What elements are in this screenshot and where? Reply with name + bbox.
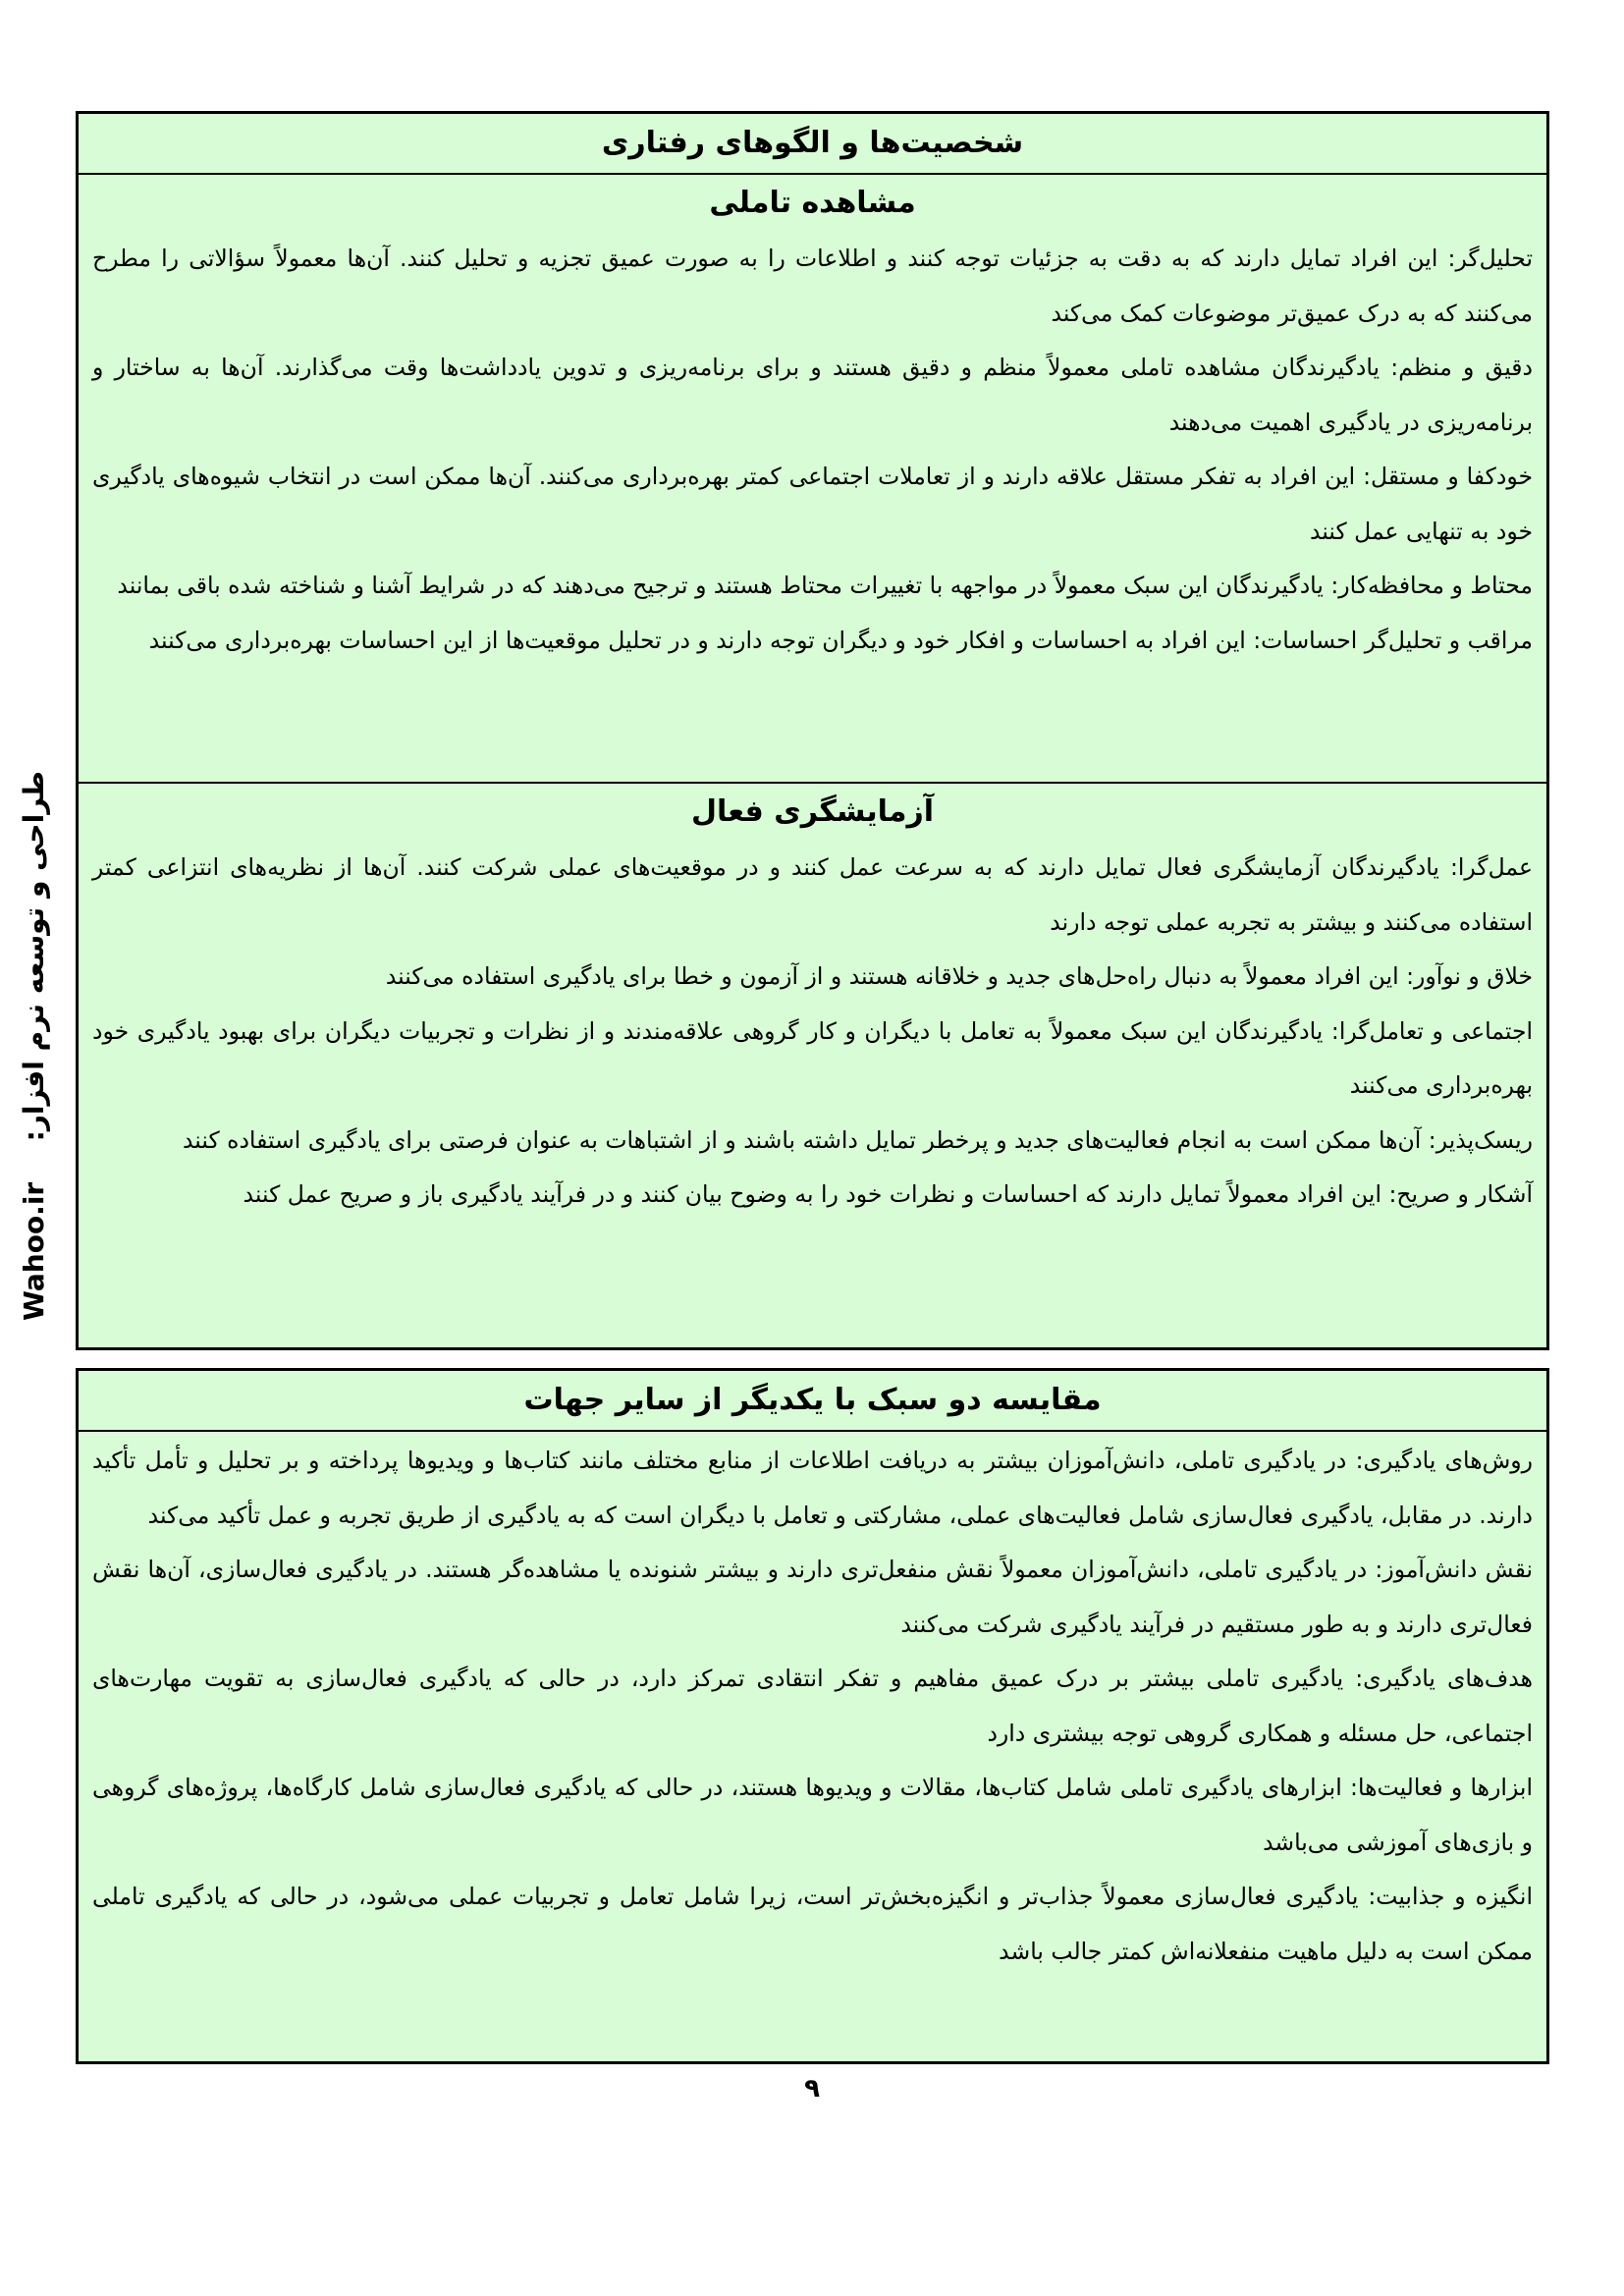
paragraph: اجتماعی و تعامل‌گرا: یادگیرندگان این سبک معمولاً به تعامل با دیگران و کار گروهی علاقه‌مندند و از نظرات و تجربیات دیگران برای بهبود یادگیری خود بهره‌برداری می‌کنند xyxy=(92,1016,1533,1099)
paragraph: خلاق و نوآور: این افراد معمولاً به دنبال راه‌حل‌های جدید و خلاقانه هستند و از آزمون و خطا برای یادگیری استفاده می‌کنند xyxy=(385,962,1533,990)
paragraph: عمل‌گرا: یادگیرندگان آزمایشگری فعال تمایل دارند که به سرعت عمل کنند و در موقعیت‌های عملی شرکت کنند. آن‌ها از نظریه‌های انتزاعی کمتر استفاده می‌کنند و بیشتر به تجربه عملی توجه دارند xyxy=(92,853,1533,936)
paragraph: نقش دانش‌آموز: در یادگیری تاملی، دانش‌آموزان معمولاً نقش منفعل‌تری دارند و بیشتر شنونده یا مشاهده‌گر هستند. در یادگیری فعال‌سازی، آن‌ها نقش فعال‌تری دارند و به طور مستقیم در فرآیند یادگیری شرکت می‌کنند xyxy=(92,1556,1533,1638)
side-watermark xyxy=(18,771,50,1321)
page-number: ۹ xyxy=(804,2074,820,2104)
paragraph: خودکفا و مستقل: این افراد به تفکر مستقل علاقه دارند و از تعاملات اجتماعی کمتر بهره‌برداری می‌کنند. آن‌ها ممکن است در انتخاب شیوه‌های یادگیری خود به تنهایی عمل کنند xyxy=(92,463,1533,545)
section-title: آزمایشگری فعال xyxy=(690,794,935,829)
section-reflective-observation xyxy=(79,175,1546,784)
paragraph: ابزارها و فعالیت‌ها: ابزارهای یادگیری تاملی شامل کتاب‌ها، مقالات و ویدیوها هستند، در حالی که یادگیری فعال‌سازی شامل کارگاه‌ها، پروژه‌های گروهی و بازی‌های آموزشی می‌باشد xyxy=(92,1774,1533,1856)
comparison-box xyxy=(76,1368,1549,2064)
paragraph: ریسک‌پذیر: آن‌ها ممکن است به انجام فعالیت‌های جدید و پرخطر تمایل داشته باشند و از اشتباهات به عنوان فرصتی برای یادگیری استفاده کنند xyxy=(182,1125,1533,1154)
personality-box xyxy=(76,111,1549,1350)
paragraph: روش‌های یادگیری: در یادگیری تاملی، دانش‌آموزان بیشتر به دریافت اطلاعات از منابع مختلف مانند کتاب‌ها و ویدیوها پرداخته و بر تحلیل و تأمل تأکید دارند. در مقابل، یادگیری فعال‌سازی شامل فعالیت‌های عملی، مشارکتی و تعامل با دیگران است که به یادگیری از طریق تجربه و عمل تأکید می‌کند xyxy=(92,1447,1533,1529)
section-title: مشاهده تاملی xyxy=(709,186,916,220)
box-title: شخصیت‌ها و الگوهای رفتاری xyxy=(79,114,1546,175)
paragraph: دقیق و منظم: یادگیرندگان مشاهده تاملی معمولاً منظم و دقیق هستند و برای برنامه‌ریزی و تدوین یادداشت‌ها وقت می‌گذارند. آن‌ها به ساختار و برنامه‌ریزی در یادگیری اهمیت می‌دهند xyxy=(92,354,1533,436)
side-label-text: طراحی و توسعه نرم افزار: xyxy=(18,771,50,1142)
paragraph: مراقب و تحلیل‌گر احساسات: این افراد به احساسات و افکار خود و دیگران توجه دارند و در تحلیل موقعیت‌ها از این احساسات بهره‌برداری می‌کنند xyxy=(148,626,1533,654)
paragraph: محتاط و محافظه‌کار: یادگیرندگان این سبک معمولاً در مواجهه با تغییرات محتاط هستند و ترجیح می‌دهند که در شرایط آشنا و شناخته شده باقی بمانند xyxy=(117,572,1533,599)
site-link[interactable]: Wahoo.ir xyxy=(18,1181,50,1321)
paragraph: انگیزه و جذابیت: یادگیری فعال‌سازی معمولاً جذاب‌تر و انگیزه‌بخش‌تر است، زیرا شامل تعامل و تجربیات عملی می‌شود، در حالی که یادگیری تاملی ممکن است به دلیل ماهیت منفعلانه‌اش کمتر جالب باشد xyxy=(92,1883,1533,1965)
comparison-body xyxy=(79,1432,1546,1979)
paragraph: تحلیل‌گر: این افراد تمایل دارند که به دقت به جزئیات توجه کنند و اطلاعات را به صورت عمیق تجزیه و تحلیل کنند. آن‌ها معمولاً سؤالاتی را مطرح می‌کنند که به درک عمیق‌تر موضوعات کمک می‌کند xyxy=(92,245,1533,327)
section-active-experimentation xyxy=(79,784,1546,1223)
box-title: مقایسه دو سبک با یکدیگر از سایر جهات xyxy=(79,1371,1546,1432)
paragraph: آشکار و صریح: این افراد معمولاً تمایل دارند که احساسات و نظرات خود را به وضوح بیان کنند و در فرآیند یادگیری باز و صریح عمل کنند xyxy=(243,1180,1533,1208)
paragraph: هدف‌های یادگیری: یادگیری تاملی بیشتر بر درک عمیق مفاهیم و تفکر انتقادی تمرکز دارد، در حالی که یادگیری فعال‌سازی به تقویت مهارت‌های اجتماعی، حل مسئله و همکاری گروهی توجه بیشتری دارد xyxy=(92,1665,1533,1747)
